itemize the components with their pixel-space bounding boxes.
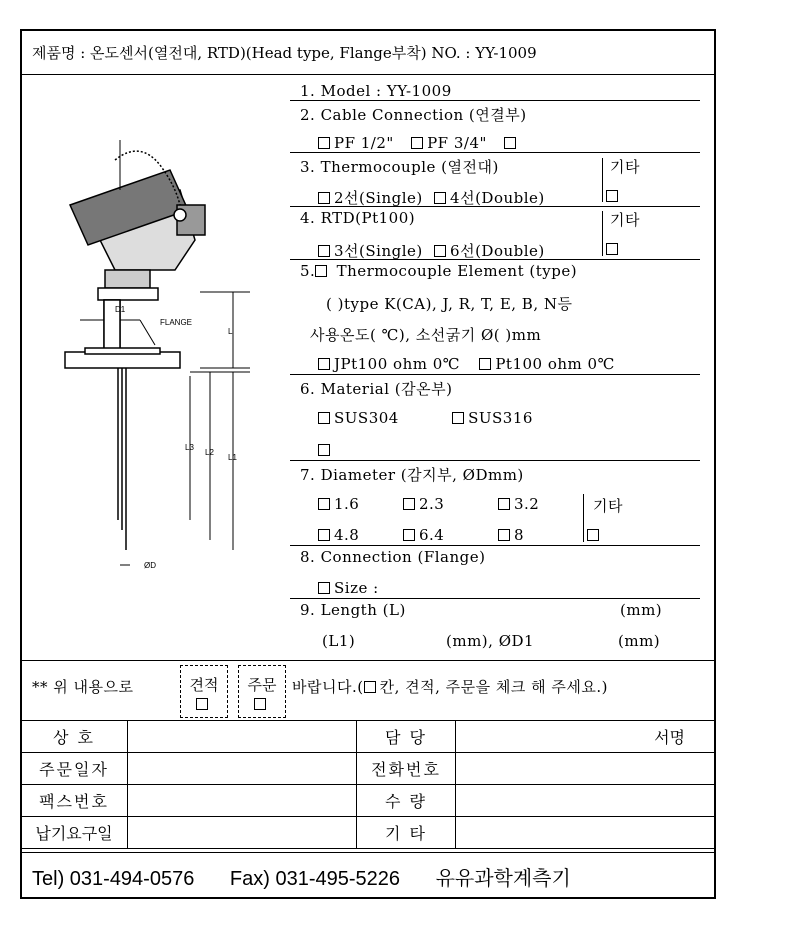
l-label: L bbox=[228, 327, 233, 336]
order-label: 주문 bbox=[247, 676, 277, 694]
note-suffix bbox=[292, 676, 608, 697]
material-other bbox=[318, 441, 334, 459]
product-title: 제품명 : 온도센서(열전대, RTD)(Head type, Flange부착) NO. : YY-1009 bbox=[22, 31, 714, 75]
etc-label: 기 타 bbox=[357, 817, 456, 849]
tc-double-checkbox[interactable] bbox=[434, 192, 446, 204]
note-prefix: ** 위 내용으로 bbox=[32, 678, 134, 696]
spec-divider bbox=[290, 460, 700, 461]
rtd-other-label: 기타 bbox=[610, 211, 640, 229]
length-mid: (mm), ØD1 bbox=[446, 632, 535, 650]
order-checkbox[interactable] bbox=[254, 698, 266, 710]
rtd-single-label: 3선(Single) bbox=[334, 242, 423, 260]
order-form-table bbox=[20, 720, 716, 849]
spec-rtd-heading: 4. RTD(Pt100) bbox=[300, 209, 416, 227]
order-box bbox=[238, 665, 286, 718]
rtd-other-checkbox[interactable] bbox=[606, 243, 618, 255]
size-label: Size : bbox=[334, 579, 379, 597]
material-options bbox=[318, 409, 533, 427]
sus304-checkbox[interactable] bbox=[318, 412, 330, 424]
spec-thermocouple-heading: 3. Thermocouple (열전대) bbox=[300, 158, 499, 176]
dia-8-checkbox[interactable] bbox=[498, 529, 510, 541]
tc-single-checkbox[interactable] bbox=[318, 192, 330, 204]
dia-4-8-checkbox[interactable] bbox=[318, 529, 330, 541]
element-title: Thermocouple Element (type) bbox=[336, 262, 578, 280]
table-row bbox=[21, 753, 716, 785]
manager-label: 담 당 bbox=[357, 721, 456, 753]
table-row bbox=[21, 817, 716, 849]
l1-label: L1 bbox=[228, 453, 237, 462]
element-temp-line: 사용온도( ℃), 소선굵기 Ø( )mm bbox=[310, 326, 542, 344]
spec-divider bbox=[290, 100, 700, 101]
order-date-field[interactable] bbox=[128, 753, 357, 785]
note-suffix-text: 바랍니다.( bbox=[292, 678, 364, 696]
fax-number: Fax) 031-495-5226 bbox=[229, 868, 401, 890]
fax-label: 팩스번호 bbox=[21, 785, 128, 817]
pt100-checkbox[interactable] bbox=[479, 358, 491, 370]
spec-element-heading bbox=[300, 262, 577, 280]
spec-divider bbox=[290, 152, 700, 153]
table-row bbox=[21, 721, 716, 753]
pf34-checkbox[interactable] bbox=[411, 137, 423, 149]
dia-6-4-checkbox[interactable] bbox=[403, 529, 415, 541]
spec-material-heading: 6. Material (감온부) bbox=[300, 380, 453, 398]
length-l1: (L1) bbox=[322, 632, 356, 650]
dia-3-2-label: 3.2 bbox=[514, 495, 540, 513]
dia-2-3-checkbox[interactable] bbox=[403, 498, 415, 510]
spec-divider bbox=[290, 598, 700, 599]
sus316-checkbox[interactable] bbox=[452, 412, 464, 424]
etc-field[interactable] bbox=[456, 817, 716, 849]
rtd-double-checkbox[interactable] bbox=[434, 245, 446, 257]
separator bbox=[602, 211, 603, 256]
spec-connection-heading: 8. Connection (Flange) bbox=[300, 548, 486, 566]
dia-4-8-label: 4.8 bbox=[334, 526, 360, 544]
tc-other-checkbox[interactable] bbox=[606, 190, 618, 202]
phone-label: 전화번호 bbox=[357, 753, 456, 785]
separator bbox=[583, 494, 584, 542]
tel-number: Tel) 031-494-0576 bbox=[32, 868, 195, 890]
diameter-opt bbox=[403, 495, 444, 513]
rtd-options bbox=[318, 240, 545, 261]
order-date-label: 주문일자 bbox=[21, 753, 128, 785]
sensor-drawing bbox=[20, 120, 290, 650]
spec-divider bbox=[290, 259, 700, 260]
cable-options bbox=[318, 134, 520, 152]
spec-model: 1. Model : YY-1009 bbox=[300, 82, 452, 100]
material-other-checkbox[interactable] bbox=[318, 444, 330, 456]
od-label: ØD bbox=[144, 561, 156, 570]
quantity-field[interactable] bbox=[456, 785, 716, 817]
company-label: 상 호 bbox=[21, 721, 128, 753]
l3-label: L3 bbox=[185, 443, 194, 452]
spec-divider bbox=[290, 545, 700, 546]
dia-other bbox=[587, 526, 603, 544]
diameter-opt bbox=[318, 526, 359, 544]
fax-field[interactable] bbox=[128, 785, 357, 817]
dia-8-label: 8 bbox=[514, 526, 525, 544]
d1-label: D1 bbox=[115, 305, 126, 314]
jpt100-checkbox[interactable] bbox=[318, 358, 330, 370]
tc-other bbox=[606, 187, 622, 205]
element-checkbox[interactable] bbox=[315, 265, 327, 277]
tc-double-label: 4선(Double) bbox=[450, 189, 545, 207]
note-checkbox-sample bbox=[364, 681, 376, 693]
company-name: 유유과학계측기 bbox=[435, 868, 571, 890]
signature-field[interactable]: 서명 bbox=[456, 721, 716, 753]
separator bbox=[602, 158, 603, 202]
thermocouple-options bbox=[318, 187, 545, 208]
company-field[interactable] bbox=[128, 721, 357, 753]
quote-box bbox=[180, 665, 228, 718]
pt100-label: Pt100 ohm 0℃ bbox=[495, 355, 615, 373]
dia-6-4-label: 6.4 bbox=[419, 526, 445, 544]
spec-cable-heading: 2. Cable Connection (연결부) bbox=[300, 106, 527, 124]
spec-length-heading: 9. Length (L) bbox=[300, 601, 406, 619]
due-date-field[interactable] bbox=[128, 817, 357, 849]
dia-other-checkbox[interactable] bbox=[587, 529, 599, 541]
spec-divider bbox=[290, 374, 700, 375]
phone-field[interactable] bbox=[456, 753, 716, 785]
element-type-line: ( )type K(CA), J, R, T, E, B, N등 bbox=[326, 295, 573, 313]
l2-label: L2 bbox=[205, 448, 214, 457]
rtd-single-checkbox[interactable] bbox=[318, 245, 330, 257]
note-suffix-text2: 칸, 견적, 주문을 체크 해 주세요.) bbox=[379, 678, 608, 696]
diameter-opt bbox=[498, 526, 524, 544]
pf12-checkbox[interactable] bbox=[318, 137, 330, 149]
dia-2-3-label: 2.3 bbox=[419, 495, 445, 513]
length-unit2: (mm) bbox=[618, 632, 661, 650]
element-number: 5. bbox=[300, 262, 316, 280]
spec-divider bbox=[290, 206, 700, 207]
jpt100-label: JPt100 ohm 0℃ bbox=[334, 355, 461, 373]
pf34-label: PF 3/4" bbox=[427, 134, 487, 152]
quantity-label: 수 량 bbox=[357, 785, 456, 817]
rtd-double-label: 6선(Double) bbox=[450, 242, 545, 260]
quote-label: 견적 bbox=[189, 676, 219, 694]
size-checkbox[interactable] bbox=[318, 582, 330, 594]
diameter-opt bbox=[403, 526, 444, 544]
connection-size bbox=[318, 579, 379, 597]
spec-diameter-heading: 7. Diameter (감지부, ØDmm) bbox=[300, 466, 524, 484]
tc-other-label: 기타 bbox=[610, 158, 640, 176]
element-rtd-options bbox=[318, 355, 615, 373]
dia-other-label: 기타 bbox=[593, 497, 623, 515]
table-row bbox=[21, 785, 716, 817]
length-unit: (mm) bbox=[620, 601, 663, 619]
dia-3-2-checkbox[interactable] bbox=[498, 498, 510, 510]
quote-checkbox[interactable] bbox=[196, 698, 208, 710]
sus316-label: SUS316 bbox=[468, 409, 533, 427]
rtd-other bbox=[606, 240, 622, 258]
dia-1-6-label: 1.6 bbox=[334, 495, 360, 513]
tc-single-label: 2선(Single) bbox=[334, 189, 423, 207]
pf12-label: PF 1/2" bbox=[334, 134, 394, 152]
dia-1-6-checkbox[interactable] bbox=[318, 498, 330, 510]
contact-footer bbox=[20, 852, 716, 900]
flange-label: FLANGE bbox=[160, 318, 193, 327]
sus304-label: SUS304 bbox=[334, 409, 399, 427]
diameter-row1 bbox=[318, 495, 359, 513]
due-date-label: 납기요구일 bbox=[21, 817, 128, 849]
diameter-opt bbox=[498, 495, 539, 513]
cable-other-checkbox[interactable] bbox=[504, 137, 516, 149]
